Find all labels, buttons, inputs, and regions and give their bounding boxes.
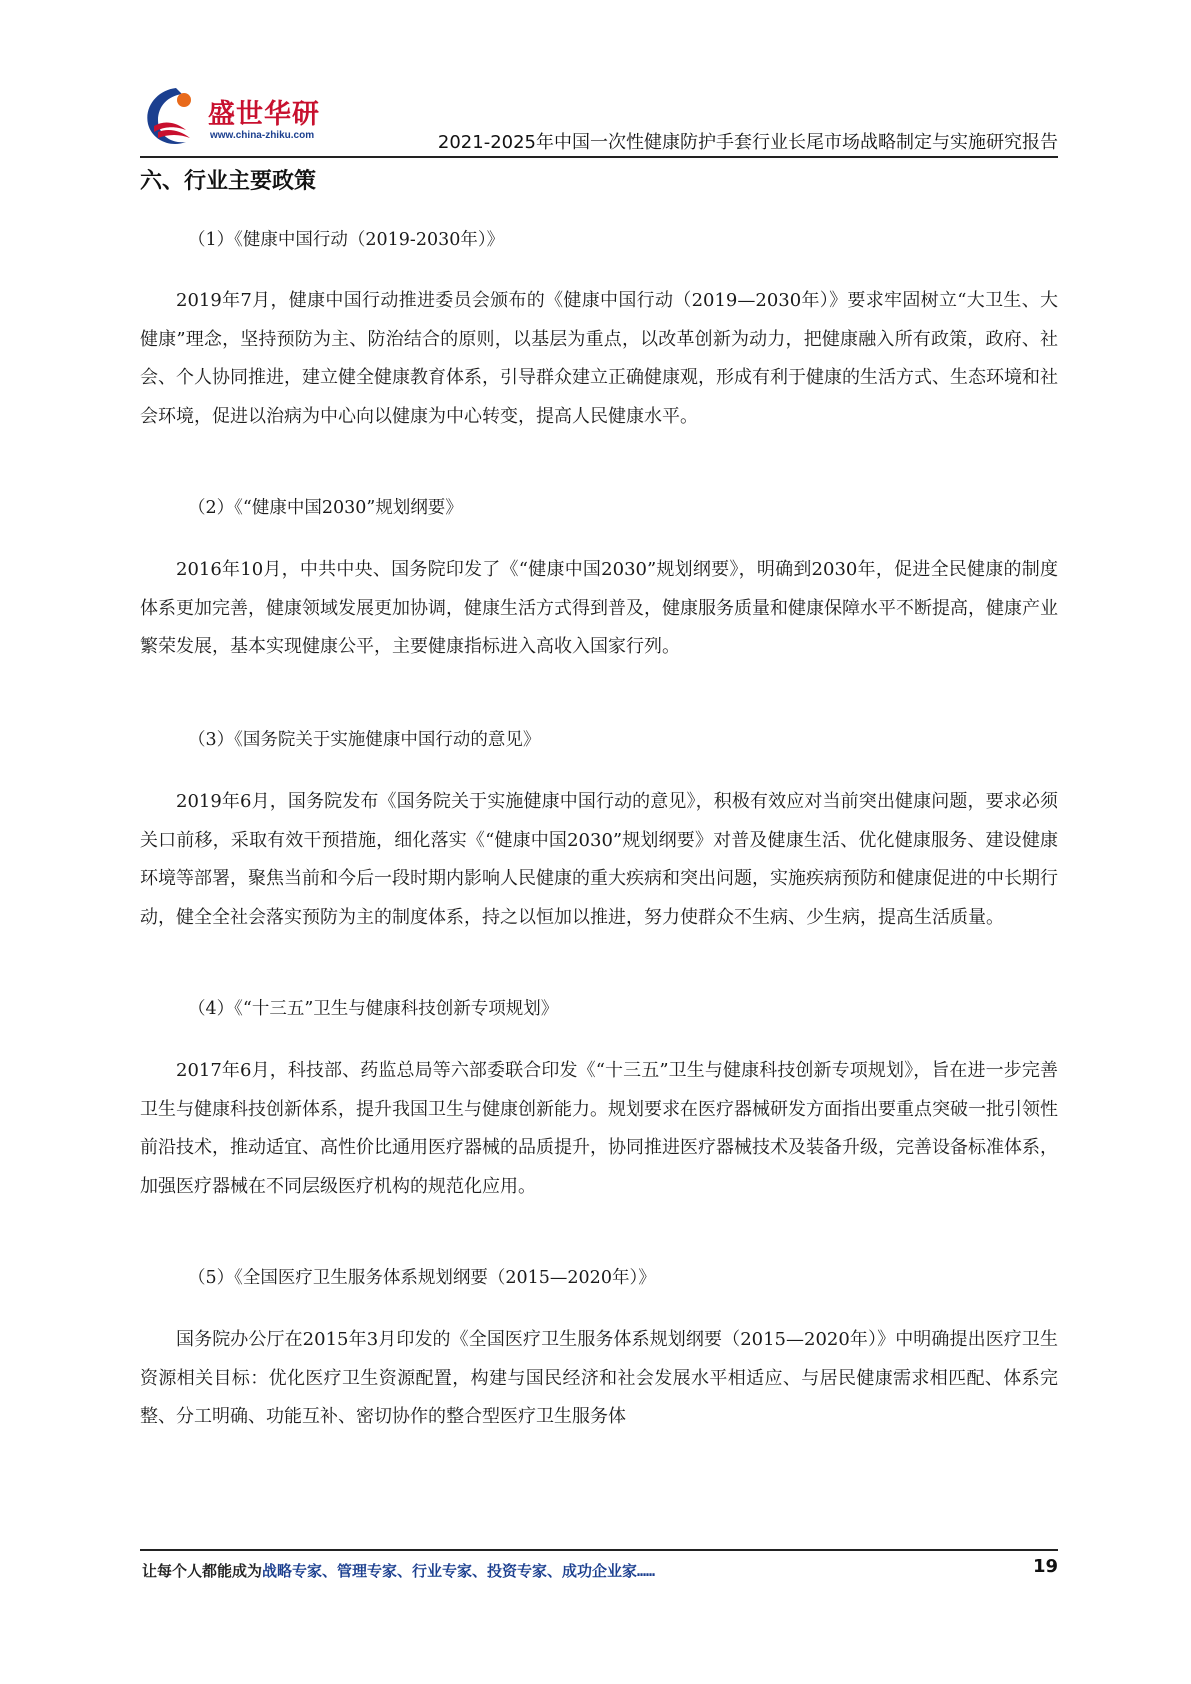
policy-paragraph-1: 2019年7月，健康中国行动推进委员会颁布的《健康中国行动（2019—2030年）》要求牢固树立“大卫生、大健康”理念，坚持预防为主、防治结合的原则，以基层为重点，以改革创新为动力，把健康融入所有政策，政府、社会、个人协同推进，建立健全健康教育体系，引导群众建立正确健康观，形成有利于健康的生活方式、生态环境和社会环境，促进以治病为中心向以健康为中心转变，提高人民健康水平。 — [140, 290, 1058, 427]
policy-paragraph-4: 2017年6月，科技部、药监总局等六部委联合印发《“十三五”卫生与健康科技创新专项规划》，旨在进一步完善卫生与健康科技创新体系，提升我国卫生与健康创新能力。规划要求在医疗器械研发方面指出要重点突破一批引领性前沿技术，推动适宜、高性价比通用医疗器械的品质提升，协同推进医疗器械技术及装备升级，完善设备标准体系，加强医疗器械在不同层级医疗机构的规范化应用。 — [140, 1060, 1058, 1197]
policy-heading-3: （3）《国务院关于实施健康中国行动的意见》 — [188, 730, 541, 750]
policy-paragraph-3: 2019年6月，国务院发布《国务院关于实施健康中国行动的意见》，积极有效应对当前突出健康问题，要求必须关口前移，采取有效干预措施，细化落实《“健康中国2030”规划纲要》对普及健康生活、优化健康服务、建设健康环境等部署，聚焦当前和今后一段时期内影响人民健康的重大疾病和突出问题，实施疾病预防和健康促进的中长期行动，健全全社会落实预防为主的制度体系，持之以恒加以推进，努力使群众不生病、少生病，提高生活质量。 — [140, 791, 1058, 928]
slogan-highlight: 战略专家、管理专家、行业专家、投资专家、成功企业家…… — [262, 1562, 656, 1580]
policy-heading-1: （1）《健康中国行动（2019-2030年）》 — [188, 230, 505, 250]
section-title: 六、行业主要政策 — [140, 169, 317, 194]
policy-heading-2: （2）《“健康中国2030”规划纲要》 — [188, 498, 463, 518]
footer-slogan — [142, 1560, 655, 1581]
logo-url: www.china-zhiku.com — [210, 130, 315, 141]
footer-divider — [140, 1549, 1058, 1551]
policy-paragraph-5: 国务院办公厅在2015年3月印发的《全国医疗卫生服务体系规划纲要（2015—2020年）》中明确提出医疗卫生资源相关目标：优化医疗卫生资源配置，构建与国民经济和社会发展水平相适应、与居民健康需求相匹配、体系完整、分工明确、功能互补、密切协作的整合型医疗卫生服务体 — [140, 1329, 1058, 1427]
report-title: 2021-2025年中国一次性健康防护手套行业长尾市场战略制定与实施研究报告 — [437, 132, 1058, 153]
logo-text: 盛世华研 — [208, 99, 320, 130]
logo-emblem-icon — [140, 82, 210, 152]
policy-paragraph-2: 2016年10月，中共中央、国务院印发了《“健康中国2030”规划纲要》，明确到2030年，促进全民健康的制度体系更加完善，健康领域发展更加协调，健康生活方式得到普及，健康服务质量和健康保障水平不断提高，健康产业繁荣发展，基本实现健康公平，主要健康指标进入高收入国家行列。 — [140, 559, 1058, 657]
policy-heading-5: （5）《全国医疗卫生服务体系规划纲要（2015—2020年）》 — [188, 1268, 656, 1288]
page-header — [140, 78, 1058, 158]
header-divider — [140, 156, 1058, 158]
company-logo — [140, 82, 340, 152]
policy-heading-4: （4）《“十三五”卫生与健康科技创新专项规划》 — [188, 999, 559, 1019]
page-number: 19 — [1032, 1556, 1058, 1577]
slogan-prefix: 让每个人都能成为 — [142, 1562, 263, 1580]
